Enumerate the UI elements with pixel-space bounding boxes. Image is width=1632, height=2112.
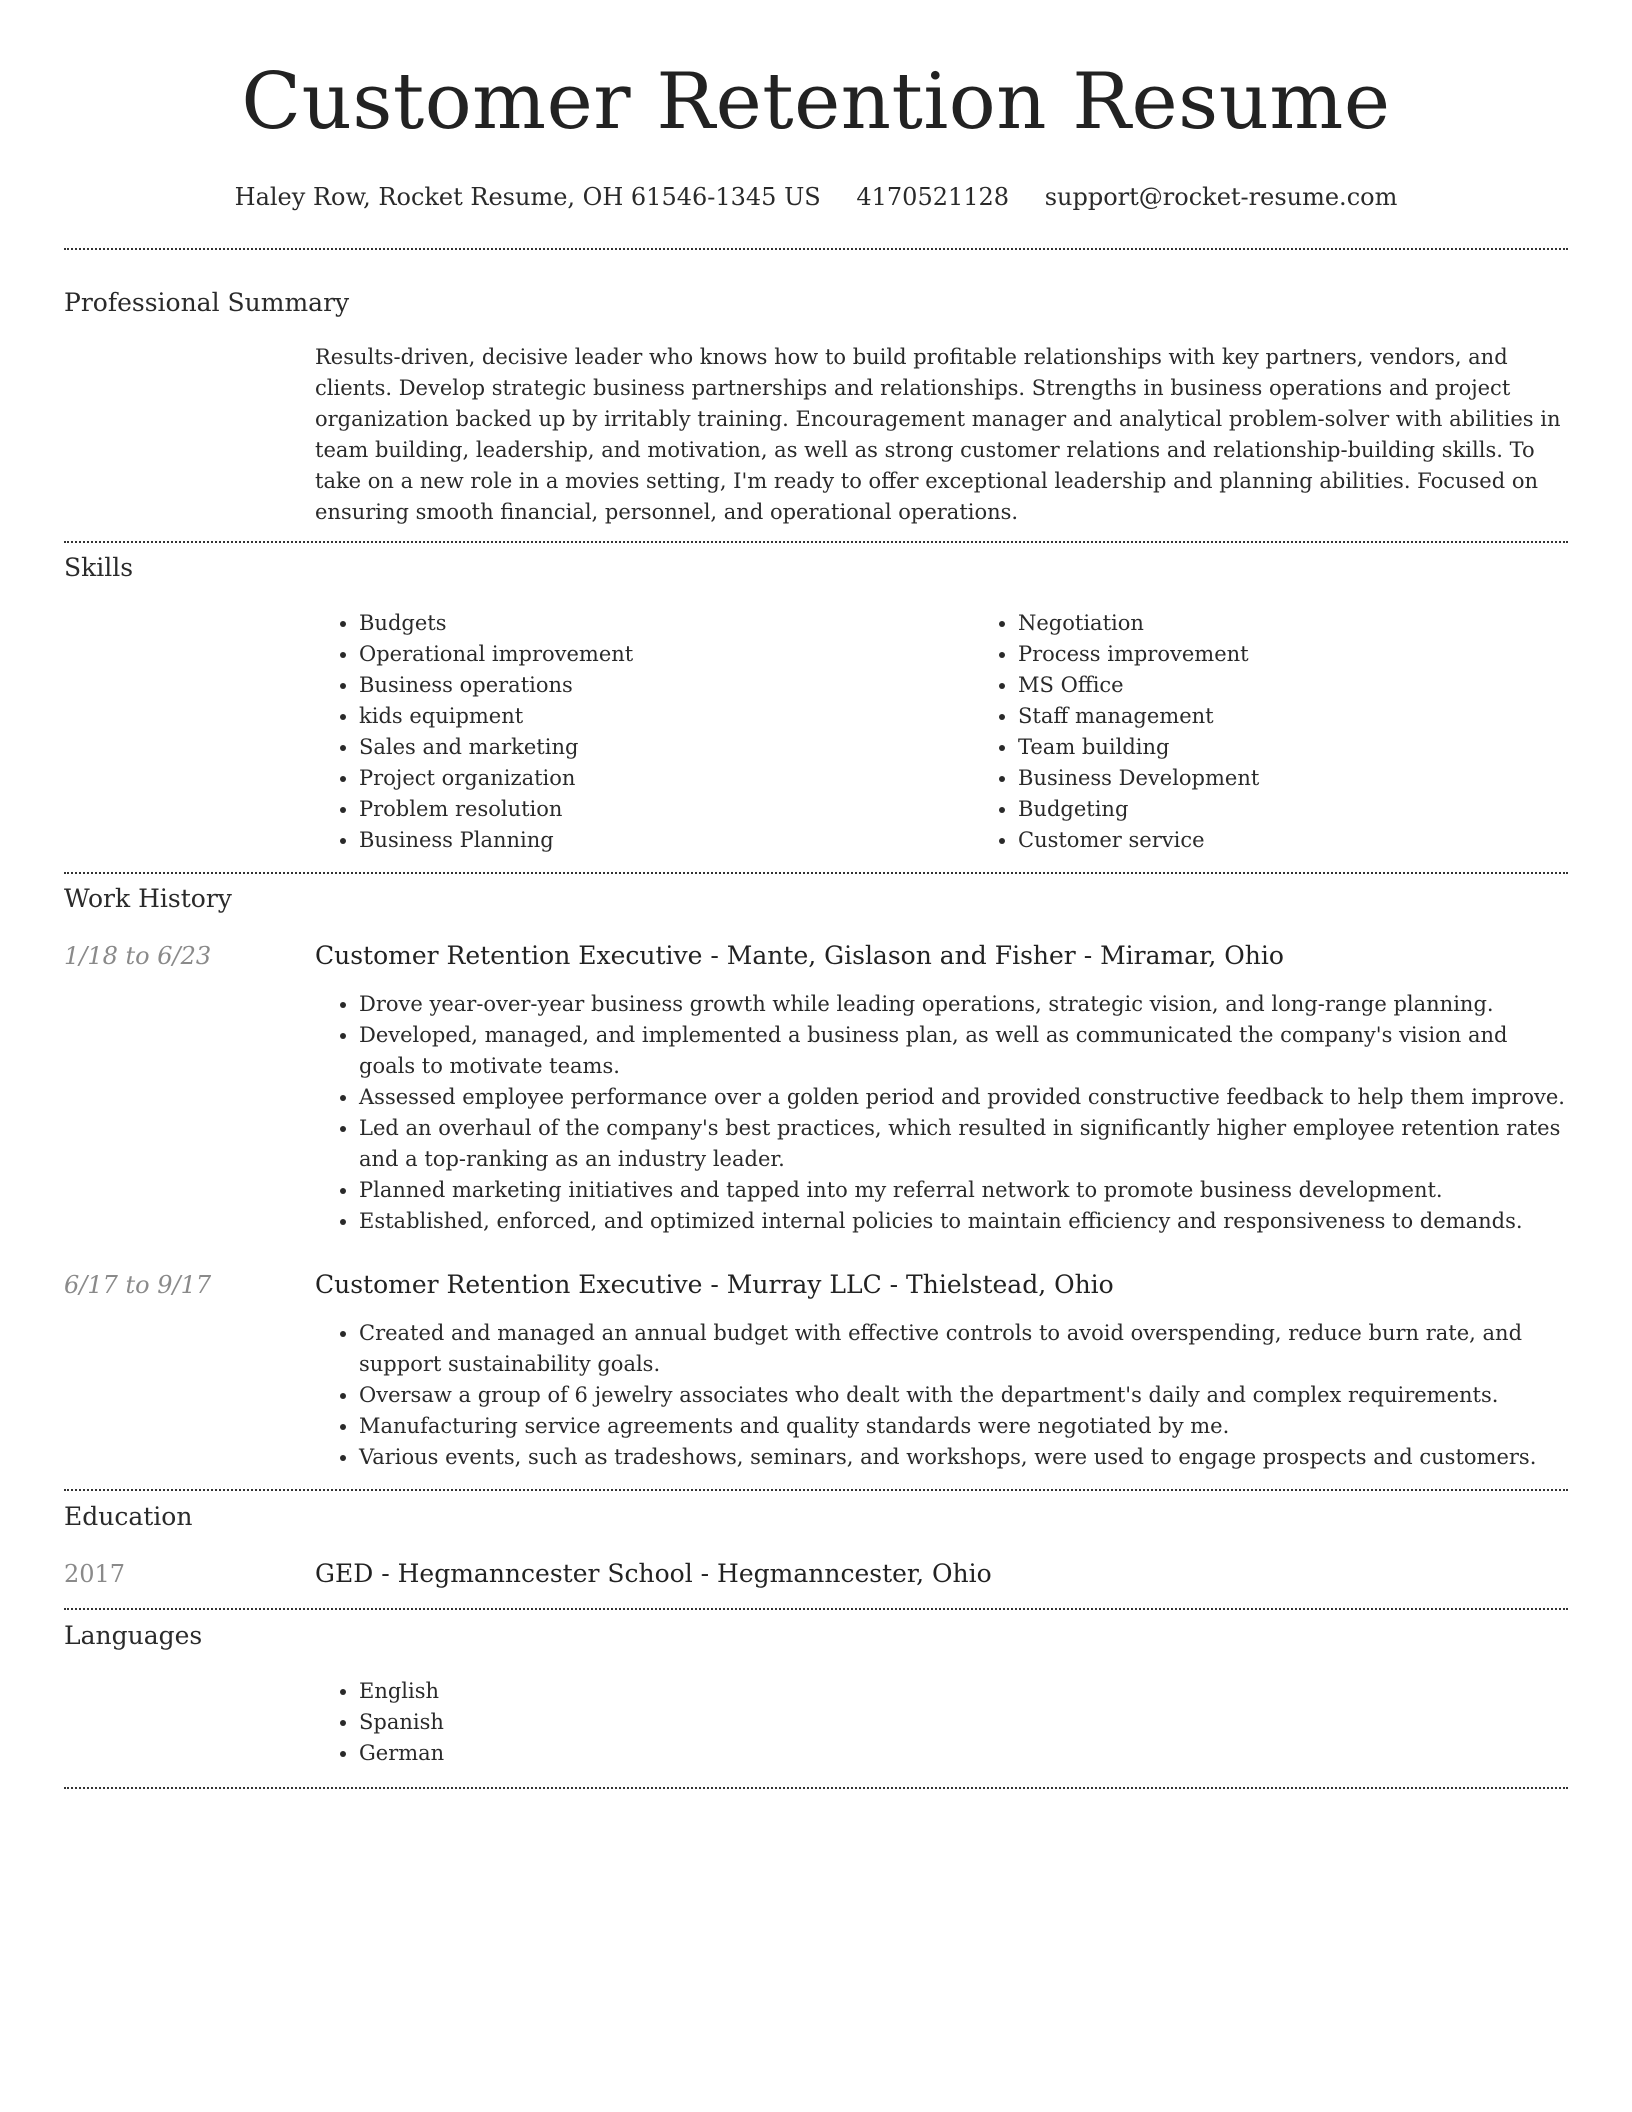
job-bullet: • Manufacturing service agreements and quality standards were negotiated by me. — [359, 1411, 1568, 1442]
skill-item: • Customer service — [1018, 825, 1632, 856]
skill-item: • Problem resolution — [359, 794, 974, 825]
skill-item: • Operational improvement — [359, 639, 974, 670]
contact-phone: 4170521128 — [856, 183, 1010, 211]
language-item: • English — [359, 1676, 1568, 1707]
skills-section — [64, 543, 1568, 856]
job-bullet: • Created and managed an annual budget with effective controls to avoid overspending, reduce burn rate, and support sustainability goals. — [359, 1318, 1568, 1380]
job-bullet: • Established, enforced, and optimized internal policies to maintain efficiency and responsiveness to demands. — [359, 1206, 1568, 1237]
job-bullet: • Oversaw a group of 6 jewelry associates who dealt with the department's daily and complex requirements. — [359, 1380, 1568, 1411]
contact-address: Haley Row, Rocket Resume, OH 61546-1345 US — [234, 183, 821, 211]
contact-line — [64, 182, 1568, 212]
job-dates: 6/17 to 9/17 — [64, 1271, 212, 1299]
language-item: • Spanish — [359, 1707, 1568, 1738]
section-heading-skills: Skills — [64, 553, 134, 582]
resume-title: Customer Retention Resume — [241, 57, 1391, 147]
skills-list-left — [315, 608, 974, 856]
skill-item: • kids equipment — [359, 701, 974, 732]
education-section — [64, 1491, 1568, 1589]
skill-item: • Sales and marketing — [359, 732, 974, 763]
job-entry — [64, 1270, 1568, 1473]
education-entry: GED - Hegmanncester School - Hegmanncester, Ohio — [315, 1559, 992, 1588]
skill-item: • Negotiation — [1018, 608, 1632, 639]
skills-list-right — [974, 608, 1632, 856]
job-bullet: • Various events, such as tradeshows, seminars, and workshops, were used to engage prospects and customers. — [359, 1442, 1568, 1473]
summary-text: Results-driven, decisive leader who knows how to build profitable relationships with key partners, vendors, and clients. Develop strategic business partnerships and relationships. Strengths in business operations and project organization backed up by irritably training. Encouragement manager and analytical problem-solver with abilities in team building, leadership, and motivation, as well as strong customer relations and relationship-building skills. To take on a new role in a movies setting, I'm ready to offer exceptional leadership and planning abilities. Focused on ensuring smooth financial, personnel, and operational operations. — [315, 345, 1561, 524]
languages-section — [64, 1610, 1568, 1769]
job-bullets — [315, 989, 1568, 1237]
skill-item: • Business operations — [359, 670, 974, 701]
work-section — [64, 874, 1568, 1473]
skill-item: • Budgeting — [1018, 794, 1632, 825]
job-bullet: • Developed, managed, and implemented a business plan, as well as communicated the company's vision and goals to motivate teams. — [359, 1020, 1568, 1082]
section-heading-summary: Professional Summary — [64, 288, 350, 317]
skill-item: • Project organization — [359, 763, 974, 794]
job-entry — [64, 941, 1568, 1237]
skill-item: • Budgets — [359, 608, 974, 639]
job-title: Customer Retention Executive - Mante, Gislason and Fisher - Miramar, Ohio — [315, 941, 1284, 970]
language-item: • German — [359, 1738, 1568, 1769]
section-heading-education: Education — [64, 1502, 193, 1531]
divider — [64, 1787, 1568, 1789]
contact-email: support@rocket-resume.com — [1044, 183, 1398, 211]
job-bullet: • Assessed employee performance over a golden period and provided constructive feedback to help them improve. — [359, 1082, 1568, 1113]
languages-list — [315, 1676, 1568, 1769]
skill-item: • Business Planning — [359, 825, 974, 856]
skill-item: • MS Office — [1018, 670, 1632, 701]
summary-section — [64, 250, 1568, 528]
job-bullet: • Planned marketing initiatives and tapped into my referral network to promote business development. — [359, 1175, 1568, 1206]
job-title: Customer Retention Executive - Murray LLC - Thielstead, Ohio — [315, 1270, 1114, 1299]
skill-item: • Team building — [1018, 732, 1632, 763]
job-bullet: • Drove year-over-year business growth while leading operations, strategic vision, and long-range planning. — [359, 989, 1568, 1020]
education-year: 2017 — [64, 1560, 126, 1588]
skill-item: • Process improvement — [1018, 639, 1632, 670]
skill-item: • Staff management — [1018, 701, 1632, 732]
section-heading-work: Work History — [64, 884, 232, 913]
skill-item: • Business Development — [1018, 763, 1632, 794]
job-bullets — [315, 1318, 1568, 1473]
job-bullet: • Led an overhaul of the company's best practices, which resulted in significantly higher employee retention rates and a top-ranking as an industry leader. — [359, 1113, 1568, 1175]
job-dates: 1/18 to 6/23 — [64, 942, 212, 970]
section-heading-languages: Languages — [64, 1621, 203, 1650]
